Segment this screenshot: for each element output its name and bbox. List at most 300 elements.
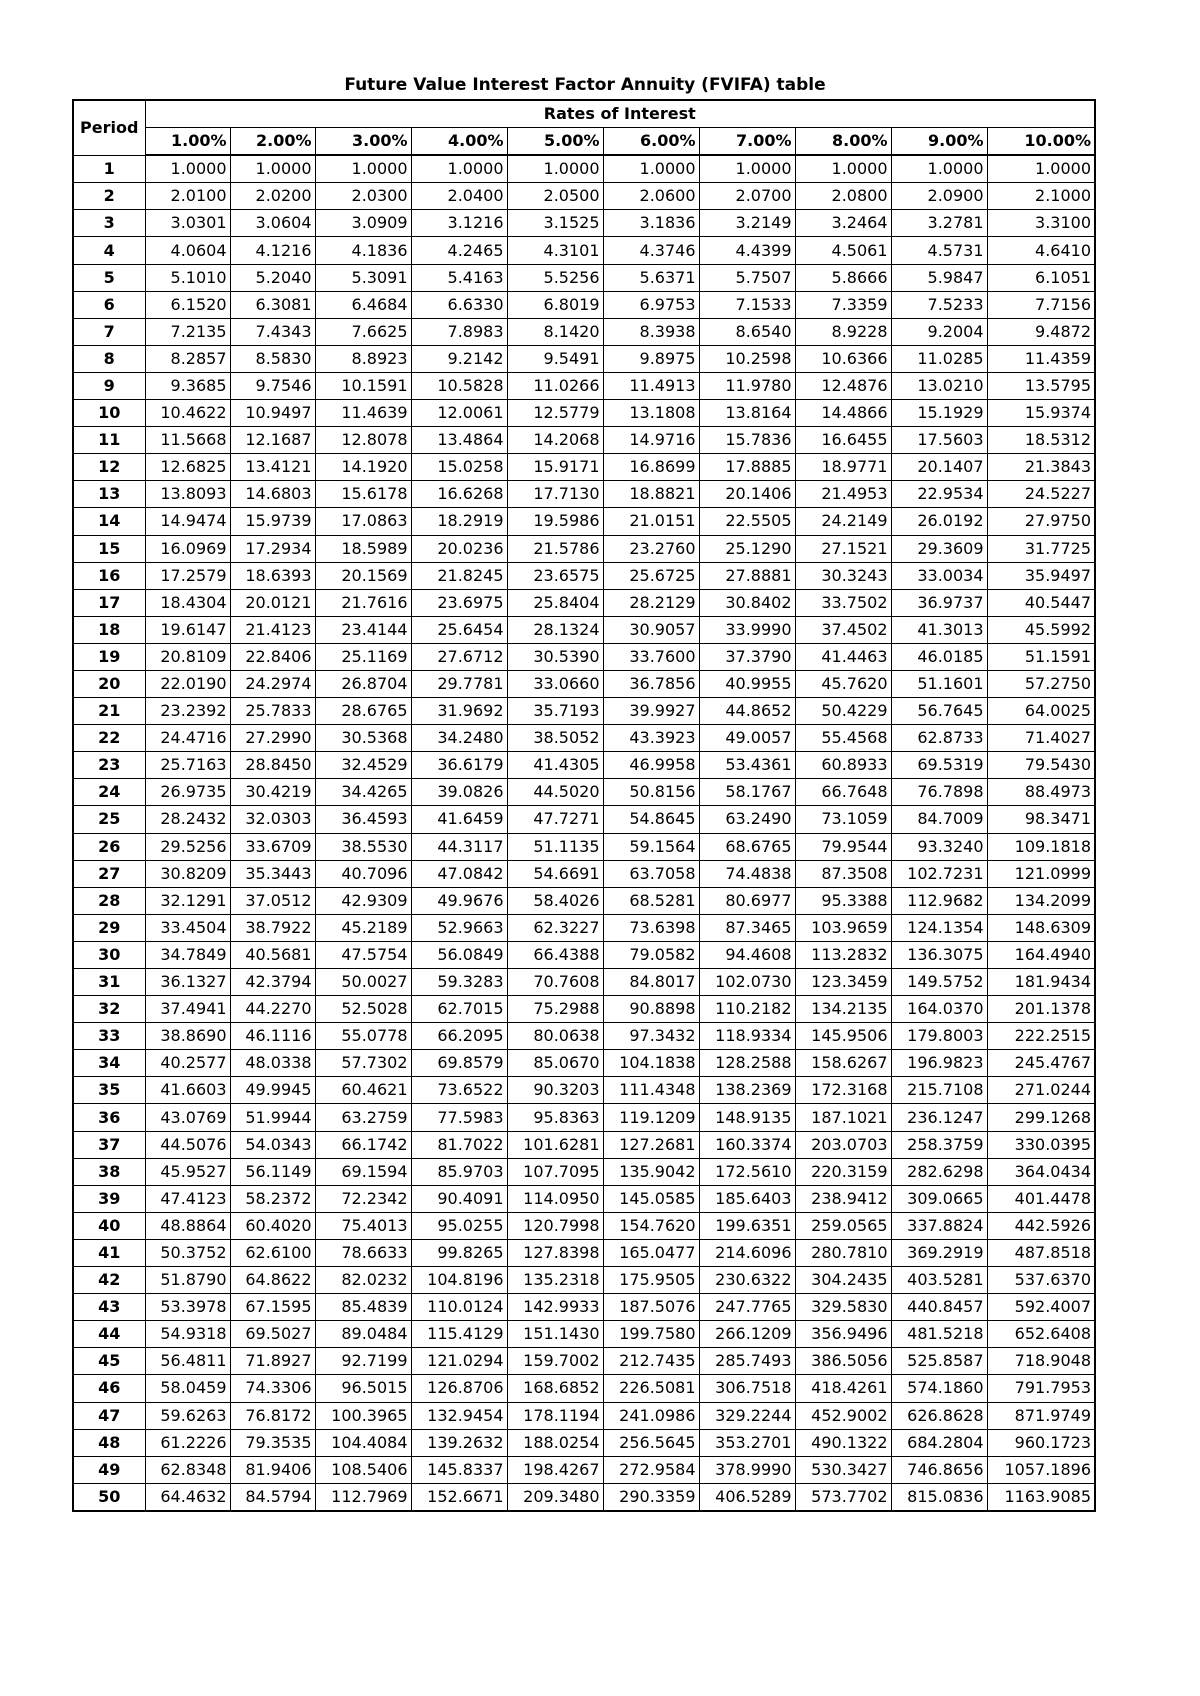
factor-cell: 364.0434	[987, 1158, 1095, 1185]
factor-cell: 30.9057	[603, 616, 699, 643]
period-cell: 28	[73, 887, 145, 914]
factor-cell: 9.5491	[507, 345, 603, 372]
table-row	[73, 1456, 1095, 1483]
rates-header: Rates of Interest	[145, 100, 1095, 128]
period-cell: 30	[73, 941, 145, 968]
factor-cell: 266.1209	[699, 1321, 795, 1348]
factor-cell: 71.4027	[987, 725, 1095, 752]
period-cell: 27	[73, 860, 145, 887]
table-row	[73, 454, 1095, 481]
table-row	[73, 806, 1095, 833]
factor-cell: 134.2099	[987, 887, 1095, 914]
period-cell: 31	[73, 969, 145, 996]
factor-cell: 815.0836	[891, 1483, 987, 1511]
factor-cell: 21.5786	[507, 535, 603, 562]
factor-cell: 13.5795	[987, 372, 1095, 399]
factor-cell: 48.0338	[230, 1050, 315, 1077]
period-cell: 35	[73, 1077, 145, 1104]
period-cell: 12	[73, 454, 145, 481]
factor-cell: 418.4261	[795, 1375, 891, 1402]
factor-cell: 127.8398	[507, 1239, 603, 1266]
period-cell: 41	[73, 1239, 145, 1266]
factor-cell: 5.3091	[315, 264, 411, 291]
factor-cell: 81.7022	[411, 1131, 507, 1158]
factor-cell: 80.6977	[699, 887, 795, 914]
factor-cell: 6.3081	[230, 291, 315, 318]
factor-cell: 44.8652	[699, 698, 795, 725]
factor-cell: 226.5081	[603, 1375, 699, 1402]
factor-cell: 44.2270	[230, 996, 315, 1023]
factor-cell: 178.1194	[507, 1402, 603, 1429]
factor-cell: 10.5828	[411, 372, 507, 399]
period-cell: 9	[73, 372, 145, 399]
factor-cell: 212.7435	[603, 1348, 699, 1375]
factor-cell: 134.2135	[795, 996, 891, 1023]
factor-cell: 4.3101	[507, 237, 603, 264]
table-row	[73, 996, 1095, 1023]
factor-cell: 33.0660	[507, 670, 603, 697]
factor-cell: 23.2760	[603, 535, 699, 562]
factor-cell: 8.2857	[145, 345, 230, 372]
table-row	[73, 698, 1095, 725]
table-row	[73, 264, 1095, 291]
factor-cell: 329.5830	[795, 1294, 891, 1321]
factor-cell: 256.5645	[603, 1429, 699, 1456]
factor-cell: 62.8733	[891, 725, 987, 752]
period-cell: 29	[73, 914, 145, 941]
table-row	[73, 1131, 1095, 1158]
factor-cell: 36.4593	[315, 806, 411, 833]
factor-cell: 61.2226	[145, 1429, 230, 1456]
factor-cell: 79.9544	[795, 833, 891, 860]
table-row	[73, 210, 1095, 237]
table-row	[73, 535, 1095, 562]
factor-cell: 5.5256	[507, 264, 603, 291]
factor-cell: 574.1860	[891, 1375, 987, 1402]
factor-cell: 108.5406	[315, 1456, 411, 1483]
factor-cell: 14.9716	[603, 427, 699, 454]
period-cell: 16	[73, 562, 145, 589]
factor-cell: 19.5986	[507, 508, 603, 535]
factor-cell: 187.1021	[795, 1104, 891, 1131]
period-cell: 39	[73, 1185, 145, 1212]
factor-cell: 30.8402	[699, 589, 795, 616]
factor-cell: 25.1290	[699, 535, 795, 562]
factor-cell: 114.0950	[507, 1185, 603, 1212]
factor-cell: 8.6540	[699, 318, 795, 345]
factor-cell: 66.4388	[507, 941, 603, 968]
factor-cell: 238.9412	[795, 1185, 891, 1212]
factor-cell: 27.6712	[411, 643, 507, 670]
factor-cell: 1.0000	[795, 155, 891, 183]
factor-cell: 84.5794	[230, 1483, 315, 1511]
fvifa-table	[72, 99, 1096, 1512]
factor-cell: 36.6179	[411, 752, 507, 779]
factor-cell: 8.3938	[603, 318, 699, 345]
factor-cell: 104.1838	[603, 1050, 699, 1077]
rate-header: 5.00%	[507, 128, 603, 156]
factor-cell: 329.2244	[699, 1402, 795, 1429]
factor-cell: 31.9692	[411, 698, 507, 725]
factor-cell: 9.4872	[987, 318, 1095, 345]
factor-cell: 10.4622	[145, 400, 230, 427]
factor-cell: 56.0849	[411, 941, 507, 968]
period-cell: 40	[73, 1212, 145, 1239]
factor-cell: 2.0400	[411, 183, 507, 210]
factor-cell: 13.0210	[891, 372, 987, 399]
factor-cell: 115.4129	[411, 1321, 507, 1348]
factor-cell: 85.0670	[507, 1050, 603, 1077]
factor-cell: 76.8172	[230, 1402, 315, 1429]
factor-cell: 145.9506	[795, 1023, 891, 1050]
period-cell: 7	[73, 318, 145, 345]
factor-cell: 537.6370	[987, 1267, 1095, 1294]
factor-cell: 592.4007	[987, 1294, 1095, 1321]
factor-cell: 746.8656	[891, 1456, 987, 1483]
factor-cell: 29.5256	[145, 833, 230, 860]
table-row	[73, 1239, 1095, 1266]
factor-cell: 16.8699	[603, 454, 699, 481]
factor-cell: 95.3388	[795, 887, 891, 914]
period-cell: 14	[73, 508, 145, 535]
factor-cell: 32.1291	[145, 887, 230, 914]
table-row	[73, 1321, 1095, 1348]
factor-cell: 9.8975	[603, 345, 699, 372]
factor-cell: 199.6351	[699, 1212, 795, 1239]
factor-cell: 14.9474	[145, 508, 230, 535]
factor-cell: 960.1723	[987, 1429, 1095, 1456]
rate-header: 1.00%	[145, 128, 230, 156]
factor-cell: 14.1920	[315, 454, 411, 481]
factor-cell: 25.6454	[411, 616, 507, 643]
factor-cell: 51.1135	[507, 833, 603, 860]
factor-cell: 22.8406	[230, 643, 315, 670]
factor-cell: 90.3203	[507, 1077, 603, 1104]
factor-cell: 85.9703	[411, 1158, 507, 1185]
factor-cell: 21.4123	[230, 616, 315, 643]
factor-cell: 652.6408	[987, 1321, 1095, 1348]
factor-cell: 16.6268	[411, 481, 507, 508]
rate-header-row	[73, 128, 1095, 156]
factor-cell: 25.6725	[603, 562, 699, 589]
factor-cell: 6.9753	[603, 291, 699, 318]
period-cell: 47	[73, 1402, 145, 1429]
factor-cell: 220.3159	[795, 1158, 891, 1185]
factor-cell: 112.9682	[891, 887, 987, 914]
factor-cell: 40.2577	[145, 1050, 230, 1077]
factor-cell: 271.0244	[987, 1077, 1095, 1104]
table-row	[73, 291, 1095, 318]
factor-cell: 181.9434	[987, 969, 1095, 996]
factor-cell: 12.6825	[145, 454, 230, 481]
factor-cell: 19.6147	[145, 616, 230, 643]
factor-cell: 33.7600	[603, 643, 699, 670]
factor-cell: 97.3432	[603, 1023, 699, 1050]
period-cell: 24	[73, 779, 145, 806]
factor-cell: 154.7620	[603, 1212, 699, 1239]
factor-cell: 90.4091	[411, 1185, 507, 1212]
factor-cell: 55.0778	[315, 1023, 411, 1050]
table-row	[73, 833, 1095, 860]
factor-cell: 3.1836	[603, 210, 699, 237]
factor-cell: 7.4343	[230, 318, 315, 345]
factor-cell: 77.5983	[411, 1104, 507, 1131]
factor-cell: 34.2480	[411, 725, 507, 752]
factor-cell: 62.3227	[507, 914, 603, 941]
factor-cell: 5.8666	[795, 264, 891, 291]
factor-cell: 79.3535	[230, 1429, 315, 1456]
period-cell: 6	[73, 291, 145, 318]
factor-cell: 21.8245	[411, 562, 507, 589]
period-cell: 50	[73, 1483, 145, 1511]
factor-cell: 282.6298	[891, 1158, 987, 1185]
factor-cell: 165.0477	[603, 1239, 699, 1266]
factor-cell: 3.0909	[315, 210, 411, 237]
factor-cell: 138.2369	[699, 1077, 795, 1104]
factor-cell: 18.4304	[145, 589, 230, 616]
period-cell: 8	[73, 345, 145, 372]
factor-cell: 102.7231	[891, 860, 987, 887]
factor-cell: 52.9663	[411, 914, 507, 941]
factor-cell: 58.4026	[507, 887, 603, 914]
factor-cell: 21.4953	[795, 481, 891, 508]
factor-cell: 17.2579	[145, 562, 230, 589]
factor-cell: 160.3374	[699, 1131, 795, 1158]
table-row	[73, 752, 1095, 779]
table-row	[73, 643, 1095, 670]
factor-cell: 42.9309	[315, 887, 411, 914]
factor-cell: 33.0034	[891, 562, 987, 589]
period-cell: 2	[73, 183, 145, 210]
factor-cell: 15.7836	[699, 427, 795, 454]
factor-cell: 36.1327	[145, 969, 230, 996]
factor-cell: 50.3752	[145, 1239, 230, 1266]
factor-cell: 179.8003	[891, 1023, 987, 1050]
factor-cell: 44.5020	[507, 779, 603, 806]
factor-cell: 47.0842	[411, 860, 507, 887]
table-row	[73, 562, 1095, 589]
table-row	[73, 1267, 1095, 1294]
table-row	[73, 1429, 1095, 1456]
factor-cell: 75.4013	[315, 1212, 411, 1239]
period-cell: 32	[73, 996, 145, 1023]
factor-cell: 11.4913	[603, 372, 699, 399]
factor-cell: 49.9945	[230, 1077, 315, 1104]
factor-cell: 56.4811	[145, 1348, 230, 1375]
table-row	[73, 318, 1095, 345]
factor-cell: 290.3359	[603, 1483, 699, 1511]
factor-cell: 791.7953	[987, 1375, 1095, 1402]
factor-cell: 79.0582	[603, 941, 699, 968]
table-title: Future Value Interest Factor Annuity (FVIFA) table	[344, 75, 826, 95]
factor-cell: 172.5610	[699, 1158, 795, 1185]
factor-cell: 1.0000	[507, 155, 603, 183]
table-row	[73, 887, 1095, 914]
factor-cell: 4.5731	[891, 237, 987, 264]
factor-cell: 37.3790	[699, 643, 795, 670]
factor-cell: 24.5227	[987, 481, 1095, 508]
factor-cell: 12.5779	[507, 400, 603, 427]
factor-cell: 20.1407	[891, 454, 987, 481]
factor-cell: 40.9955	[699, 670, 795, 697]
factor-cell: 12.4876	[795, 372, 891, 399]
factor-cell: 66.7648	[795, 779, 891, 806]
factor-cell: 46.1116	[230, 1023, 315, 1050]
factor-cell: 442.5926	[987, 1212, 1095, 1239]
period-cell: 21	[73, 698, 145, 725]
factor-cell: 121.0999	[987, 860, 1095, 887]
factor-cell: 53.3978	[145, 1294, 230, 1321]
factor-cell: 15.9739	[230, 508, 315, 535]
factor-cell: 2.0800	[795, 183, 891, 210]
factor-cell: 33.9990	[699, 616, 795, 643]
period-cell: 13	[73, 481, 145, 508]
factor-cell: 66.1742	[315, 1131, 411, 1158]
factor-cell: 4.3746	[603, 237, 699, 264]
factor-cell: 159.7002	[507, 1348, 603, 1375]
factor-cell: 4.6410	[987, 237, 1095, 264]
factor-cell: 30.5368	[315, 725, 411, 752]
factor-cell: 30.8209	[145, 860, 230, 887]
table-row	[73, 427, 1095, 454]
period-cell: 10	[73, 400, 145, 427]
rate-header: 7.00%	[699, 128, 795, 156]
factor-cell: 66.2095	[411, 1023, 507, 1050]
factor-cell: 63.2490	[699, 806, 795, 833]
factor-cell: 214.6096	[699, 1239, 795, 1266]
factor-cell: 74.3306	[230, 1375, 315, 1402]
factor-cell: 70.7608	[507, 969, 603, 996]
table-row	[73, 481, 1095, 508]
factor-cell: 84.8017	[603, 969, 699, 996]
factor-cell: 60.8933	[795, 752, 891, 779]
factor-cell: 3.3100	[987, 210, 1095, 237]
factor-cell: 386.5056	[795, 1348, 891, 1375]
factor-cell: 8.8923	[315, 345, 411, 372]
factor-cell: 13.8093	[145, 481, 230, 508]
factor-cell: 403.5281	[891, 1267, 987, 1294]
factor-cell: 1.0000	[699, 155, 795, 183]
factor-cell: 59.1564	[603, 833, 699, 860]
table-row	[73, 1402, 1095, 1429]
factor-cell: 9.3685	[145, 372, 230, 399]
factor-cell: 7.7156	[987, 291, 1095, 318]
factor-cell: 356.9496	[795, 1321, 891, 1348]
factor-cell: 29.7781	[411, 670, 507, 697]
factor-cell: 87.3465	[699, 914, 795, 941]
factor-cell: 132.9454	[411, 1402, 507, 1429]
factor-cell: 50.0027	[315, 969, 411, 996]
table-row	[73, 589, 1095, 616]
period-cell: 15	[73, 535, 145, 562]
factor-cell: 5.6371	[603, 264, 699, 291]
factor-cell: 28.2129	[603, 589, 699, 616]
factor-cell: 5.7507	[699, 264, 795, 291]
factor-cell: 21.7616	[315, 589, 411, 616]
factor-cell: 5.9847	[891, 264, 987, 291]
factor-cell: 6.8019	[507, 291, 603, 318]
period-cell: 42	[73, 1267, 145, 1294]
factor-cell: 37.0512	[230, 887, 315, 914]
table-row	[73, 1348, 1095, 1375]
factor-cell: 34.4265	[315, 779, 411, 806]
table-row	[73, 508, 1095, 535]
factor-cell: 17.5603	[891, 427, 987, 454]
period-cell: 48	[73, 1429, 145, 1456]
factor-cell: 73.6522	[411, 1077, 507, 1104]
factor-cell: 63.2759	[315, 1104, 411, 1131]
factor-cell: 69.1594	[315, 1158, 411, 1185]
factor-cell: 69.8579	[411, 1050, 507, 1077]
table-row	[73, 941, 1095, 968]
factor-cell: 28.2432	[145, 806, 230, 833]
factor-cell: 57.7302	[315, 1050, 411, 1077]
factor-cell: 369.2919	[891, 1239, 987, 1266]
factor-cell: 113.2832	[795, 941, 891, 968]
factor-cell: 21.0151	[603, 508, 699, 535]
factor-cell: 24.2974	[230, 670, 315, 697]
factor-cell: 17.0863	[315, 508, 411, 535]
factor-cell: 25.7833	[230, 698, 315, 725]
rate-header: 8.00%	[795, 128, 891, 156]
factor-cell: 33.4504	[145, 914, 230, 941]
factor-cell: 1.0000	[987, 155, 1095, 183]
factor-cell: 60.4621	[315, 1077, 411, 1104]
factor-cell: 285.7493	[699, 1348, 795, 1375]
factor-cell: 54.0343	[230, 1131, 315, 1158]
factor-cell: 21.3843	[987, 454, 1095, 481]
factor-cell: 481.5218	[891, 1321, 987, 1348]
factor-cell: 28.6765	[315, 698, 411, 725]
factor-cell: 73.1059	[795, 806, 891, 833]
factor-cell: 718.9048	[987, 1348, 1095, 1375]
factor-cell: 17.2934	[230, 535, 315, 562]
factor-cell: 37.4941	[145, 996, 230, 1023]
factor-cell: 6.4684	[315, 291, 411, 318]
factor-cell: 94.4608	[699, 941, 795, 968]
factor-cell: 89.0484	[315, 1321, 411, 1348]
factor-cell: 76.7898	[891, 779, 987, 806]
factor-cell: 43.3923	[603, 725, 699, 752]
period-cell: 25	[73, 806, 145, 833]
factor-cell: 45.9527	[145, 1158, 230, 1185]
factor-cell: 47.7271	[507, 806, 603, 833]
factor-cell: 148.6309	[987, 914, 1095, 941]
factor-cell: 56.1149	[230, 1158, 315, 1185]
factor-cell: 2.0500	[507, 183, 603, 210]
factor-cell: 23.4144	[315, 616, 411, 643]
factor-cell: 5.2040	[230, 264, 315, 291]
factor-cell: 101.6281	[507, 1131, 603, 1158]
factor-cell: 96.5015	[315, 1375, 411, 1402]
factor-cell: 38.5530	[315, 833, 411, 860]
factor-cell: 100.3965	[315, 1402, 411, 1429]
factor-cell: 3.0301	[145, 210, 230, 237]
factor-cell: 25.1169	[315, 643, 411, 670]
factor-cell: 72.2342	[315, 1185, 411, 1212]
factor-cell: 47.4123	[145, 1185, 230, 1212]
factor-cell: 25.8404	[507, 589, 603, 616]
factor-cell: 18.6393	[230, 562, 315, 589]
factor-cell: 59.6263	[145, 1402, 230, 1429]
factor-cell: 26.8704	[315, 670, 411, 697]
factor-cell: 110.2182	[699, 996, 795, 1023]
period-cell: 4	[73, 237, 145, 264]
factor-cell: 185.6403	[699, 1185, 795, 1212]
factor-cell: 164.0370	[891, 996, 987, 1023]
factor-cell: 245.4767	[987, 1050, 1095, 1077]
factor-cell: 187.5076	[603, 1294, 699, 1321]
